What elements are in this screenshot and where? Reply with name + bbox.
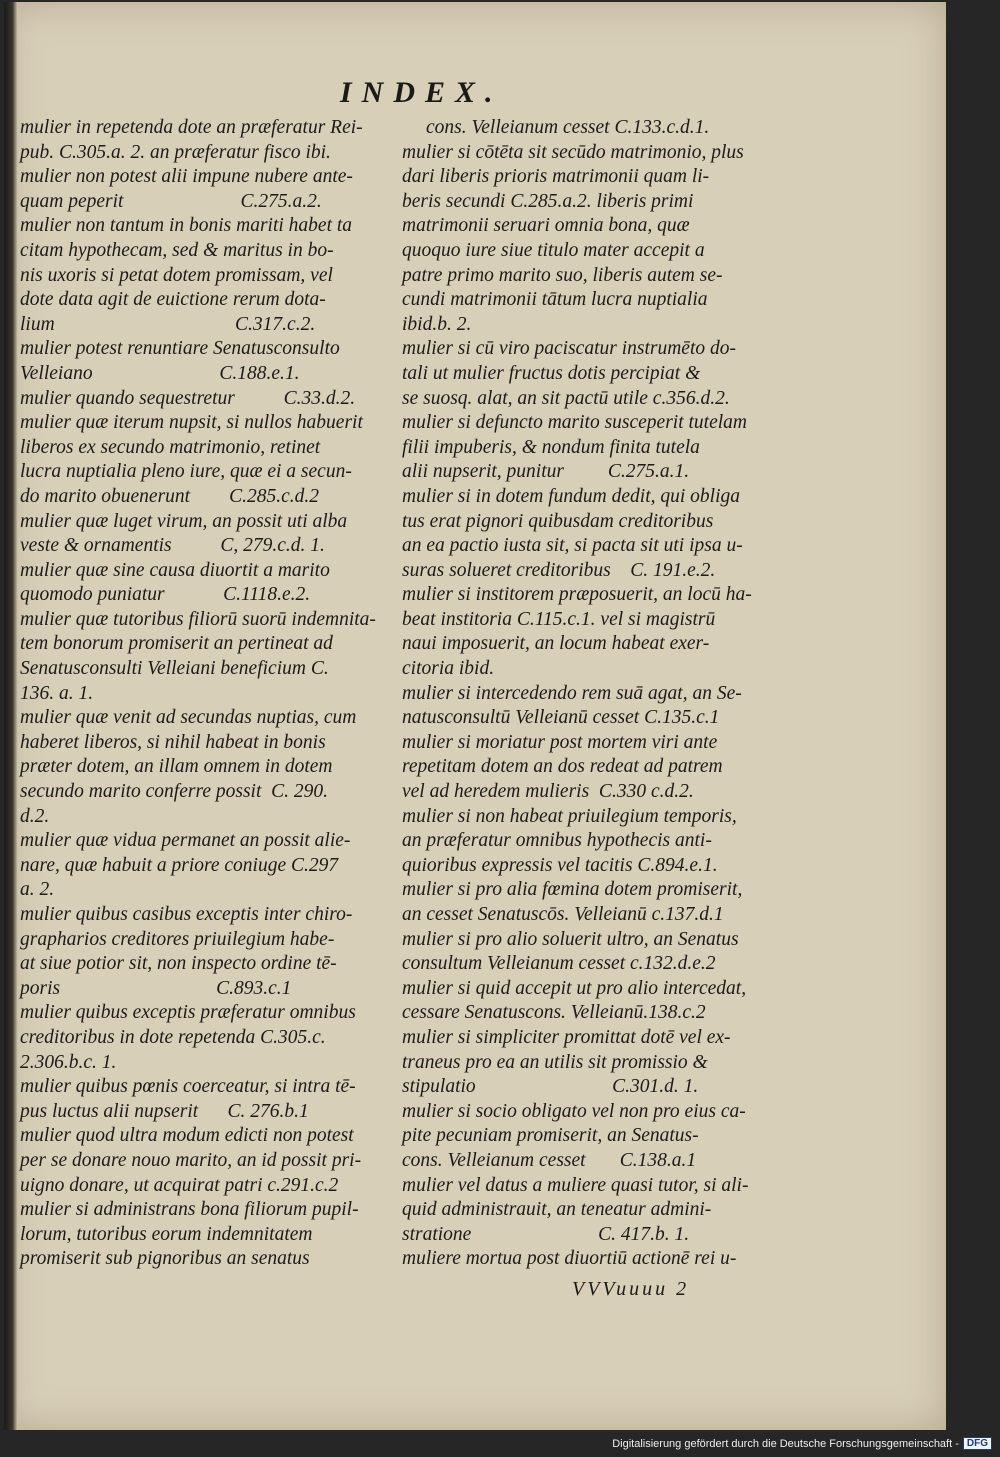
entry-line: pub. C.305.a. 2. an præferatur fisco ibi. [20, 141, 331, 163]
entry-line: Senatusconsulti Velleiani beneficium C. [20, 658, 329, 680]
index-entry [20, 165, 392, 214]
entry-line: lorum, tutoribus eorum indemnitatem [20, 1223, 313, 1245]
entry-line: citoria ibid. [402, 658, 495, 680]
entry-line: repetitam dotem an dos redeat ad patrem [402, 756, 723, 778]
entry-line: mulier non potest alii impune nubere ante- [20, 166, 353, 188]
index-entry [402, 485, 768, 583]
index-entry [20, 559, 392, 608]
index-entry [402, 337, 768, 411]
page-header: INDEX. [340, 76, 503, 109]
entry-line: mulier si pro alio soluerit ultro, an Senatus [402, 928, 739, 950]
index-entry [402, 141, 768, 338]
entry-line: veste & ornamentis C, 279.c.d. 1. [20, 535, 325, 557]
entry-line: mulier quibus exceptis præferatur omnibus [20, 1002, 356, 1024]
entry-line: liberos ex secundo matrimonio, retinet [20, 436, 321, 458]
entry-line: mulier quæ venit ad secundas nuptias, cum [20, 707, 357, 729]
entry-line: an præferatur omnibus hypothecis anti- [402, 830, 712, 852]
entry-line: alii nupserit, punitur C.275.a.1. [402, 461, 690, 483]
index-entry [20, 829, 392, 903]
index-entry [402, 682, 768, 731]
entry-line: mulier quæ sine causa diuortit a marito [20, 559, 330, 581]
digitization-footer [612, 1437, 992, 1450]
index-entry [402, 977, 768, 1026]
entry-line: mulier si institorem præposuerit, an locū ha- [402, 584, 752, 606]
entry-line: grapharios creditores priuilegium habe- [20, 928, 335, 950]
entry-line: mulier quando sequestretur C.33.d.2. [20, 387, 356, 409]
entry-line: secundo marito conferre possit C. 290. [20, 781, 329, 803]
entry-line: an ea pactio iusta sit, si pacta sit uti ipsa u- [402, 535, 743, 557]
entry-line: mulier non tantum in bonis mariti habet ta [20, 215, 353, 237]
entry-line: mulier quibus pœnis coerceatur, si intra tē- [20, 1076, 356, 1098]
entry-line: mulier si cū viro paciscatur instrumēto do- [402, 338, 736, 360]
entry-line: ibid.b. 2. [402, 313, 472, 335]
entry-line: mulier si socio obligato vel non pro eius ca- [402, 1100, 746, 1122]
entry-line: mulier quæ luget virum, an possit uti alba [20, 510, 348, 532]
entry-line: 2.306.b.c. 1. [20, 1051, 117, 1073]
entry-line: mulier potest renuntiare Senatusconsulto [20, 338, 340, 360]
entry-line: cundi matrimonii tātum lucra nuptialia [402, 289, 708, 311]
index-entry [402, 1174, 768, 1248]
index-entry [402, 1247, 768, 1272]
entry-line: pus luctus alii nupserit C. 276.b.1 [20, 1100, 309, 1122]
entry-line: quid administrauit, an teneatur admini- [402, 1199, 712, 1221]
index-entry [402, 116, 768, 141]
index-entry [20, 510, 392, 559]
index-entry [402, 878, 768, 927]
entry-line: naui imposuerit, an locum habeat exer- [402, 633, 710, 655]
index-entry [20, 387, 392, 412]
index-entry [20, 608, 392, 706]
index-entry [20, 214, 392, 337]
entry-line: quioribus expressis vel tacitis C.894.e.1. [402, 854, 718, 876]
index-entry [20, 1198, 392, 1272]
entry-line: uigno donare, ut acquirat patri c.291.c.2 [20, 1174, 339, 1196]
index-entry [20, 337, 392, 386]
entry-line: muliere mortua post diuortiū actionē rei u- [402, 1248, 737, 1270]
entry-line: per se donare nouo marito, an id possit pri- [20, 1149, 362, 1171]
index-entry [20, 1124, 392, 1198]
entry-line: an cesset Senatuscōs. Velleianū c.137.d.1 [402, 904, 724, 925]
index-entry [402, 928, 768, 977]
entry-line: mulier si administrans bona filiorum pupil- [20, 1199, 359, 1221]
entry-line: citam hypothecam, sed & maritus in bo- [20, 239, 334, 261]
entry-line: se suosq. alat, an sit pactū utile c.356.d.2. [402, 387, 730, 409]
entry-line: mulier quæ tutoribus filiorū suorū indemnita- [20, 608, 376, 630]
entry-line: mulier si cōtēta sit secūdo matrimonio, plus [402, 141, 744, 163]
entry-line: mulier si pro alia fœmina dotem promiserit, [402, 879, 743, 901]
entry-line: filii impuberis, & nondum finita tutela [402, 436, 700, 458]
entry-line: natusconsultū Velleianū cesset C.135.c.1 [402, 707, 720, 729]
entry-line: haberet liberos, si nihil habeat in bonis [20, 731, 326, 753]
index-entry [20, 706, 392, 829]
entry-line: mulier quibus casibus exceptis inter chiro- [20, 904, 353, 925]
entry-line: mulier si quid accepit ut pro alio intercedat, [402, 977, 747, 999]
index-entry [402, 583, 768, 681]
entry-line: tus erat pignori quibusdam creditoribus [402, 510, 714, 532]
entry-line: consultum Velleianum cesset c.132.d.e.2 [402, 953, 716, 975]
entry-line: nis uxoris si petat dotem promissam, vel [20, 264, 333, 286]
entry-line: quomodo puniatur C.1118.e.2. [20, 584, 311, 606]
page-edge-shadow [4, 2, 18, 1430]
entry-line: præter dotem, an illam omnem in dotem [20, 756, 333, 778]
entry-line: suras solueret creditoribus C. 191.e.2. [402, 559, 716, 581]
index-column-left [20, 116, 392, 1272]
entry-line: lium C.317.c.2. [20, 313, 316, 335]
index-entry [402, 731, 768, 805]
entry-line: tali ut mulier fructus dotis percipiat & [402, 362, 701, 384]
entry-line: vel ad heredem mulieris C.330 c.d.2. [402, 781, 694, 803]
index-entry [20, 1075, 392, 1124]
index-entry [402, 1100, 768, 1174]
index-entry [402, 411, 768, 485]
footer-text: Digitalisierung gefördert durch die Deutsche Forschungsgemeinschaft - [612, 1437, 959, 1450]
entry-line: Velleiano C.188.e.1. [20, 362, 300, 384]
entry-line: quoquo iure siue titulo mater accepit a [402, 239, 705, 261]
entry-line: mulier vel datus a muliere quasi tutor, si ali- [402, 1174, 749, 1196]
index-entry [20, 116, 392, 165]
entry-line: traneus pro ea an utilis sit promissio & [402, 1051, 708, 1073]
entry-line: matrimonii seruari omnia bona, quæ [402, 215, 690, 237]
entry-line: mulier si in dotem fundum dedit, qui obliga [402, 485, 740, 507]
entry-line: stipulatio C.301.d. 1. [402, 1076, 699, 1098]
entry-line: mulier quæ iterum nupsit, si nullos habuerit [20, 412, 363, 434]
entry-line: dote data agit de euictione rerum dota- [20, 289, 326, 311]
entry-line: dari liberis prioris matrimonii quam li- [402, 166, 710, 188]
index-column-right [402, 116, 768, 1272]
entry-line: cons. Velleianum cesset C.133.c.d.1. [426, 117, 710, 138]
entry-line: cessare Senatuscons. Velleianū.138.c.2 [402, 1002, 706, 1024]
entry-line: patre primo marito suo, liberis autem se- [402, 264, 723, 286]
entry-line: creditoribus in dote repetenda C.305.c. [20, 1026, 326, 1048]
index-entry [20, 411, 392, 509]
entry-line: beris secundi C.285.a.2. liberis primi [402, 190, 694, 212]
index-entry [402, 1026, 768, 1100]
index-entry [402, 805, 768, 879]
dfg-logo: DFG [963, 1437, 992, 1450]
entry-line: mulier si simpliciter promittat dotē vel ex- [402, 1026, 731, 1048]
entry-line: mulier si intercedendo rem suā agat, an Se- [402, 682, 742, 704]
entry-line: mulier quæ vidua permanet an possit alie- [20, 830, 351, 852]
entry-line: lucra nuptialia pleno iure, quæ ei a secun- [20, 461, 352, 483]
entry-line: poris C.893.c.1 [20, 977, 292, 999]
entry-line: nare, quæ habuit a priore coniuge C.297 [20, 854, 339, 876]
entry-line: cons. Velleianum cesset C.138.a.1 [402, 1149, 697, 1171]
entry-line: beat institoria C.115.c.1. vel si magistrū [402, 608, 716, 630]
signature-mark: VVVuuuu 2 [572, 1278, 690, 1300]
book-page [4, 2, 946, 1430]
entry-line: at siue potior sit, non inspecto ordine tē- [20, 953, 337, 975]
entry-line: stratione C. 417.b. 1. [402, 1223, 690, 1245]
entry-line: quam peperit C.275.a.2. [20, 190, 322, 212]
entry-line: tem bonorum promiserit an pertineat ad [20, 633, 333, 655]
entry-line: promiserit sub pignoribus an senatus [20, 1248, 310, 1270]
entry-line: a. 2. [20, 879, 55, 901]
entry-line: do marito obuenerunt C.285.c.d.2 [20, 485, 319, 507]
entry-line: mulier in repetenda dote an præferatur Rei- [20, 117, 363, 138]
entry-line: mulier quod ultra modum edicti non potest [20, 1125, 354, 1147]
entry-line: mulier si moriatur post mortem viri ante [402, 731, 718, 753]
entry-line: d.2. [20, 805, 50, 827]
index-entry [20, 1001, 392, 1075]
entry-line: pite pecuniam promiserit, an Senatus- [402, 1125, 699, 1147]
index-entry [20, 903, 392, 1001]
entry-line: 136. a. 1. [20, 682, 94, 704]
entry-line: mulier si defuncto marito susceperit tutelam [402, 412, 748, 434]
entry-line: mulier si non habeat priuilegium temporis, [402, 805, 737, 827]
